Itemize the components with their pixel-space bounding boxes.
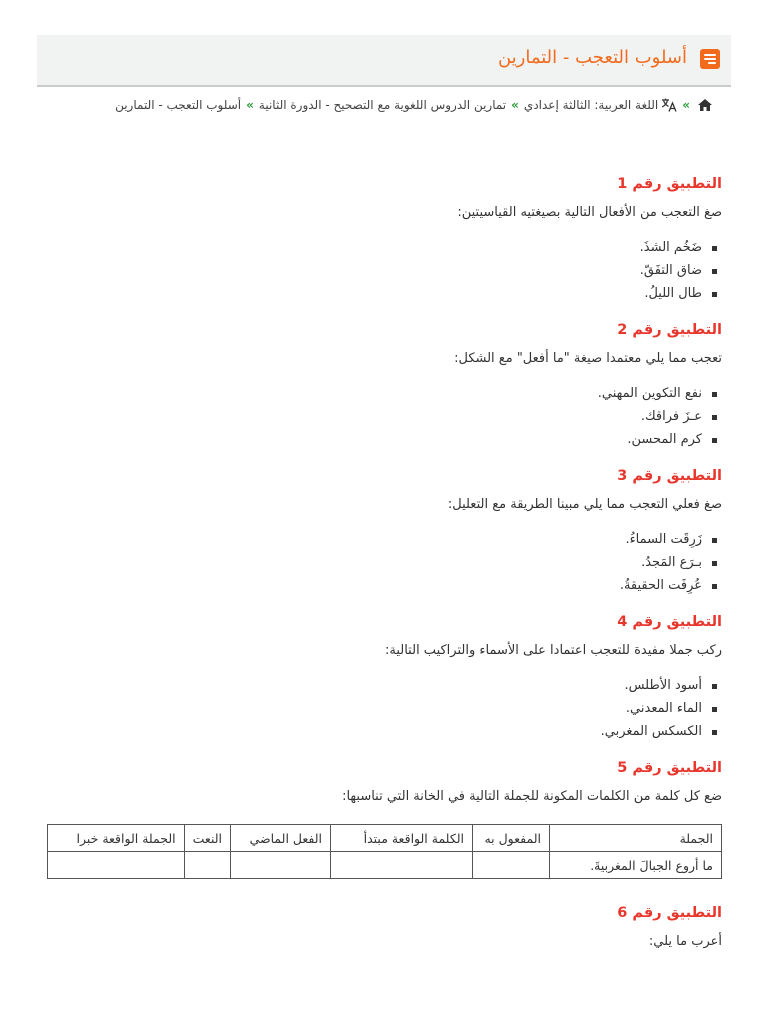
list-item: نفع التكوين المهني.: [42, 382, 722, 405]
breadcrumb-item-subject[interactable]: اللغة العربية: الثالثة إعدادي: [523, 98, 659, 112]
list-item: طال الليلُ.: [42, 282, 722, 305]
exercise-title: التطبيق رقم 1: [617, 176, 722, 192]
page-header: [37, 35, 731, 87]
exercise-title: التطبيق رقم 3: [617, 468, 722, 484]
table-header-row: [48, 825, 722, 852]
table-row: [48, 852, 722, 879]
table-header-cell: الجملة: [550, 825, 722, 852]
exercise-1: [42, 174, 722, 305]
table-cell[interactable]: [48, 852, 185, 879]
table-cell[interactable]: [473, 852, 550, 879]
exercise-prompt: ركب جملا مفيدة للتعجب اعتمادا على الأسماء والتراكيب التالية:: [384, 643, 722, 658]
list-item: أسود الأطلس.: [42, 674, 722, 697]
page-title: أسلوب التعجب - التمارين: [497, 47, 687, 68]
exercise-title: التطبيق رقم 4: [617, 614, 722, 630]
exercise-5: [42, 758, 722, 879]
list-item: عُرِفَت الحقيقةُ.: [42, 574, 722, 597]
list-item: كرم المحسن.: [42, 428, 722, 451]
exercise-list: [42, 528, 722, 597]
list-item: الكسكس المغربي.: [42, 720, 722, 743]
exercise-title: التطبيق رقم 6: [617, 905, 722, 921]
exercise-prompt: صغ التعجب من الأفعال التالية بصيغتيه القياسيتين:: [457, 205, 722, 220]
exercise-title: التطبيق رقم 2: [617, 322, 722, 338]
table-header-cell: الجملة الواقعة خبرا: [48, 825, 185, 852]
table-header-cell: الفعل الماضي: [231, 825, 331, 852]
table-header-cell: الكلمة الواقعة مبتدأ: [331, 825, 473, 852]
exercise-title: التطبيق رقم 5: [617, 760, 722, 776]
exercise-2: [42, 320, 722, 451]
table-cell[interactable]: [231, 852, 331, 879]
list-item: الماء المعدني.: [42, 697, 722, 720]
breadcrumb-separator: »: [246, 98, 254, 112]
list-item: بـرَع المَجدُ.: [42, 551, 722, 574]
document-icon: [700, 49, 720, 69]
exercise-list: [42, 236, 722, 305]
table-cell[interactable]: [184, 852, 230, 879]
breadcrumb-item-category[interactable]: تمارين الدروس اللغوية مع التصحيح - الدورة الثانية: [258, 98, 507, 112]
list-item: ضاق التفَقّ.: [42, 259, 722, 282]
list-item: ضَخُم الشذَ.: [42, 236, 722, 259]
table-header-cell: المفعول به: [473, 825, 550, 852]
exercise-4: [42, 612, 722, 743]
exercise-prompt: ضع كل كلمة من الكلمات المكونة للجملة التالية في الخانة التي تناسبها:: [342, 789, 722, 804]
breadcrumb-separator: »: [511, 98, 519, 112]
breadcrumb-item-current: أسلوب التعجب - التمارين: [115, 98, 242, 112]
table-cell: ما أروع الجبالَ المغربيةَ.: [550, 852, 722, 879]
exercise-prompt: أعرب ما يلي:: [648, 934, 722, 949]
breadcrumb: [115, 98, 712, 112]
table-cell[interactable]: [331, 852, 473, 879]
list-item: زَرِقَت السماءُ.: [42, 528, 722, 551]
exercise-list: [42, 382, 722, 451]
table-header-cell: النعت: [184, 825, 230, 852]
classification-table: [47, 824, 722, 879]
exercise-6: [42, 903, 722, 951]
exercise-prompt: تعجب مما يلي معتمدا صيغة "ما أفعل" مع الشكل:: [454, 351, 722, 366]
list-item: عـزَ فراقك.: [42, 405, 722, 428]
translate-icon: [661, 98, 677, 112]
exercises-content: [42, 174, 722, 966]
home-icon[interactable]: [698, 99, 712, 111]
exercise-3: [42, 466, 722, 597]
exercise-list: [42, 674, 722, 743]
exercise-prompt: صغ فعلي التعجب مما يلي مبينا الطريقة مع التعليل:: [447, 497, 722, 512]
breadcrumb-separator: »: [682, 98, 690, 112]
